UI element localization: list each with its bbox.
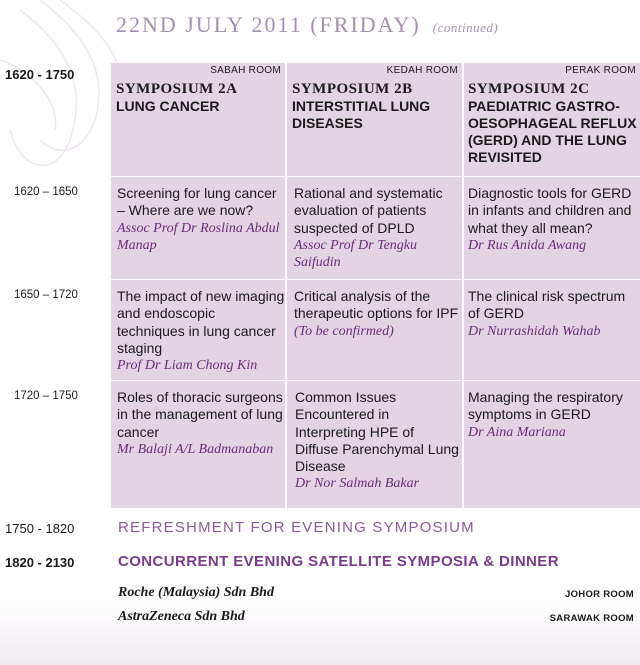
sponsor-room: JOHOR ROOM	[565, 589, 634, 600]
talk-item	[117, 288, 285, 375]
symposium-title: PAEDIATRIC GASTRO-OESOPHAGEAL REFLUX (GERD) AND THE LUNG REVISITED	[468, 98, 637, 165]
sponsor-room: SARAWAK ROOM	[549, 613, 634, 624]
slot-time: 1620 – 1650	[14, 186, 78, 198]
date-heading: 22ND JULY 2011 (FRIDAY)	[116, 12, 421, 37]
speaker-name: Dr Nor Salmah Bakar	[295, 476, 420, 492]
row-divider	[111, 380, 640, 381]
row-divider	[111, 279, 640, 280]
talk-item	[468, 389, 638, 441]
speaker-name: Assoc Prof Dr Roslina Abdul Manap	[117, 220, 280, 254]
speaker-name: Dr Rus Anida Awang	[468, 237, 587, 253]
talk-item	[117, 389, 283, 458]
row-divider	[111, 176, 640, 177]
talk-title: Critical analysis of the therapeutic options for IPF	[294, 288, 459, 322]
speaker-name: Prof Dr Liam Chong Kin	[117, 358, 258, 374]
symposium-code: SYMPOSIUM 2B	[292, 81, 413, 97]
evening-time: 1820 - 2130	[5, 555, 75, 570]
slot-time: 1720 – 1750	[14, 390, 78, 402]
symposium-heading	[116, 80, 282, 115]
speaker-name: Dr Nurrashidah Wahab	[468, 323, 601, 339]
speaker-name: Assoc Prof Dr Tengku Saifudin	[294, 237, 418, 271]
refreshment-label: REFRESHMENT FOR EVENING SYMPOSIUM	[118, 519, 475, 536]
speaker-name: (To be confirmed)	[294, 323, 394, 339]
talk-item	[468, 288, 638, 340]
symposium-title: LUNG CANCER	[116, 98, 220, 114]
session-time: 1620 - 1750	[5, 67, 75, 82]
room-label: KEDAH ROOM	[386, 65, 458, 76]
continued-label: (continued)	[432, 20, 499, 35]
talk-item	[117, 185, 283, 255]
refreshment-time: 1750 - 1820	[5, 521, 75, 536]
talk-title: Roles of thoracic surgeons in the management of lung cancer	[117, 389, 283, 440]
talk-title: The clinical risk spectrum of GERD	[468, 288, 626, 322]
slot-time: 1650 – 1720	[14, 289, 78, 301]
speaker-name: Mr Balaji A/L Badmanaban	[117, 441, 274, 457]
symposium-code: SYMPOSIUM 2A	[116, 81, 238, 97]
talk-title: Screening for lung cancer – Where are we now?	[117, 185, 277, 219]
symposium-heading	[292, 80, 460, 132]
sponsor-name: Roche (Malaysia) Sdn Bhd	[118, 585, 274, 600]
speaker-name: Dr Aina Mariana	[468, 424, 566, 440]
room-label: SABAH ROOM	[210, 65, 281, 76]
talk-item	[468, 185, 638, 254]
room-label: PERAK ROOM	[565, 65, 636, 76]
talk-title: Common Issues Encountered in Interpreting HPE of Diffuse Parenchymal Lung Disease	[295, 389, 459, 475]
talk-title: Managing the respiratory symptoms in GERD	[468, 389, 623, 423]
evening-session-label: CONCURRENT EVENING SATELLITE SYMPOSIA & DINNER	[118, 553, 559, 570]
footer-band	[0, 600, 640, 665]
symposium-heading	[468, 80, 638, 166]
symposium-code: SYMPOSIUM 2C	[468, 81, 590, 97]
page-header	[116, 12, 498, 38]
talk-title: Diagnostic tools for GERD in infants and children and what they all mean?	[468, 185, 632, 236]
talk-title: Rational and systematic evaluation of patients suspected of DPLD	[294, 185, 443, 236]
talk-title: The impact of new imaging and endoscopic techniques in lung cancer staging	[117, 288, 285, 356]
symposium-title: INTERSTITIAL LUNG DISEASES	[292, 98, 431, 131]
talk-item	[294, 288, 460, 340]
sponsor-name: AstraZeneca Sdn Bhd	[118, 609, 245, 624]
talk-item	[294, 185, 460, 272]
talk-item	[295, 389, 460, 493]
